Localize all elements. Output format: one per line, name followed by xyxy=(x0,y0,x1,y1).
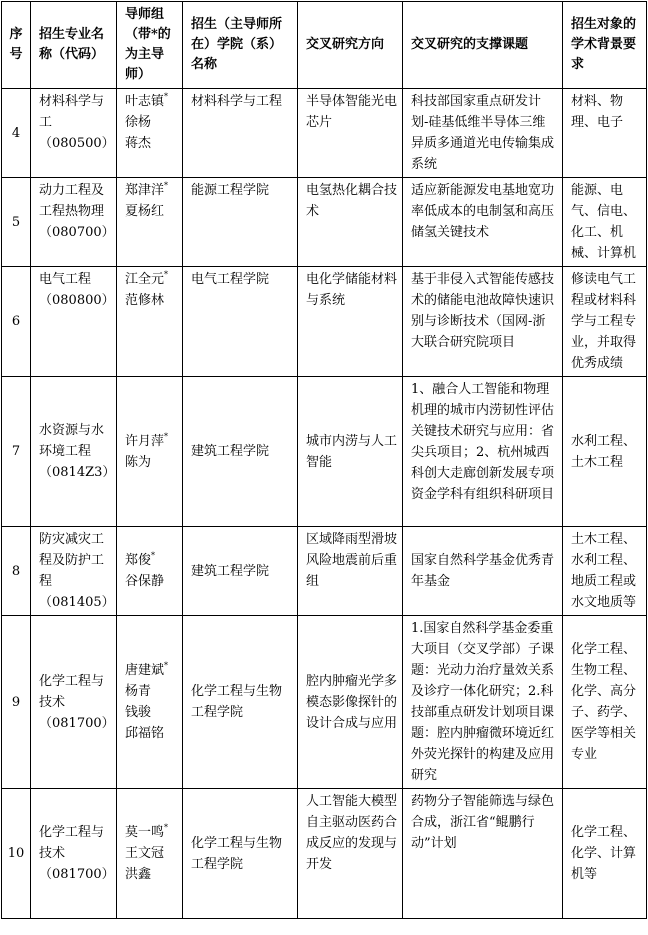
advisors-cell xyxy=(117,789,183,919)
major-code: （0814Z3） xyxy=(39,465,116,480)
project-cell: 1、融合人工智能和物理机理的城市内涝韧性评估关键技术研究与应用：省尖兵项目；2、杭州城西科创大走廊创新发展专项资金学科有组织科研项目 xyxy=(403,377,563,527)
school-cell: 化学工程与生物工程学院 xyxy=(183,789,298,919)
major-name: 水资源与水环境工程 xyxy=(39,423,105,459)
header-background: 招生对象的学术背景要求 xyxy=(563,2,647,89)
lead-mark: * xyxy=(164,92,169,101)
row-index: 5 xyxy=(2,178,31,267)
direction-cell: 区域降雨型滑坡风险地震前后重组 xyxy=(298,527,403,616)
school-cell: 材料科学与工程 xyxy=(183,89,298,178)
table-row xyxy=(2,178,647,267)
background-cell: 水利工程、土木工程 xyxy=(563,377,647,527)
major-cell xyxy=(31,377,117,527)
table-row xyxy=(2,789,647,919)
lead-advisor: 郑津洋 xyxy=(125,183,165,198)
major-name: 化学工程与技术 xyxy=(39,825,105,861)
lead-advisor: 江全元 xyxy=(125,272,165,287)
lead-mark: * xyxy=(164,823,169,832)
major-code: （081700） xyxy=(39,715,115,731)
table-row xyxy=(2,267,647,377)
school-cell: 建筑工程学院 xyxy=(183,527,298,616)
lead-advisor: 唐建斌 xyxy=(125,663,165,678)
major-cell xyxy=(31,616,117,789)
table-row xyxy=(2,616,647,789)
project-cell: 科技部国家重点研发计划-硅基低维半导体三维异质多通道光电传输集成系统 xyxy=(403,89,563,178)
advisors-cell xyxy=(117,178,183,267)
lead-advisor: 叶志镇 xyxy=(125,94,165,109)
major-name: 动力工程及工程热物理 xyxy=(39,183,105,219)
advisors-cell xyxy=(117,616,183,789)
lead-mark: * xyxy=(164,270,169,279)
row-index: 9 xyxy=(2,616,31,789)
other-advisors: 夏杨红 xyxy=(125,204,165,219)
table-row xyxy=(2,527,647,616)
lead-mark: * xyxy=(151,551,156,560)
direction-cell: 城市内涝与人工智能 xyxy=(298,377,403,527)
direction-cell: 腔内肿瘤光学多模态影像探针的设计合成与应用 xyxy=(298,616,403,789)
background-cell: 材料、物理、电子 xyxy=(563,89,647,178)
project-cell: 1.国家自然科学基金委重大项目（交叉学部）子课题：光动力治疗量效关系及诊疗一体化研究；2.科技部重点研发计划项目课题：腔内肿瘤微环境近红外荧光探针的构建及应用研究 xyxy=(403,616,563,789)
direction-cell: 电氢热化耦合技术 xyxy=(298,178,403,267)
lead-advisor: 莫一鸣 xyxy=(125,825,165,840)
recruitment-table xyxy=(1,1,647,919)
header-school: 招生（主导师所在）学院（系）名称 xyxy=(183,2,298,89)
major-cell xyxy=(31,178,117,267)
table-header-row xyxy=(2,2,647,89)
major-name: 电气工程 xyxy=(39,272,92,287)
major-name: 材料科学与工 xyxy=(39,94,105,130)
other-advisors: 王文冠 洪鑫 xyxy=(125,846,165,882)
background-cell: 化学工程、化学、计算机等 xyxy=(563,789,647,919)
major-cell xyxy=(31,789,117,919)
major-cell xyxy=(31,89,117,178)
major-code: （080500） xyxy=(39,136,115,151)
school-cell: 能源工程学院 xyxy=(183,178,298,267)
direction-cell: 电化学储能材料与系统 xyxy=(298,267,403,377)
major-name: 防灾减灾工程及防护工程 xyxy=(39,532,105,589)
row-index: 8 xyxy=(2,527,31,616)
major-name: 化学工程与技术 xyxy=(39,673,105,710)
major-code: （081405） xyxy=(39,595,115,610)
advisors-cell xyxy=(117,267,183,377)
other-advisors: 谷保静 xyxy=(125,574,165,589)
row-index: 6 xyxy=(2,267,31,377)
lead-advisor: 许月萍 xyxy=(125,433,165,449)
direction-cell: 人工智能大模型自主驱动医药合成反应的发现与开发 xyxy=(298,789,403,919)
table-row xyxy=(2,377,647,527)
major-code: （080700） xyxy=(39,225,115,240)
major-code: （080800） xyxy=(39,293,115,308)
project-cell: 基于非侵入式智能传感技术的储能电池故障快速识别与诊断技术（国网-浙大联合研究院项目 xyxy=(403,267,563,377)
background-cell: 化学工程、生物工程、化学、高分子、药学、医学等相关专业 xyxy=(563,616,647,789)
header-project: 交叉研究的支撑课题 xyxy=(403,2,563,89)
major-cell xyxy=(31,267,117,377)
major-code: （081700） xyxy=(39,867,115,882)
lead-advisor: 郑俊 xyxy=(125,553,152,568)
background-cell: 土木工程、水利工程、地质工程或水文地质等 xyxy=(563,527,647,616)
row-index: 4 xyxy=(2,89,31,178)
header-advisors: 导师组（带*的为主导师） xyxy=(117,2,183,89)
header-direction: 交叉研究方向 xyxy=(298,2,403,89)
row-index: 10 xyxy=(2,789,31,919)
school-cell: 电气工程学院 xyxy=(183,267,298,377)
table-row xyxy=(2,89,647,178)
other-advisors: 杨青 钱骏 邱福铭 xyxy=(125,684,165,741)
advisors-cell xyxy=(117,377,183,527)
school-cell: 化学工程与生物工程学院 xyxy=(183,616,298,789)
header-major: 招生专业名称（代码） xyxy=(31,2,117,89)
project-cell: 药物分子智能筛选与绿色合成，浙江省“鲲鹏行动”计划 xyxy=(403,789,563,919)
lead-mark: * xyxy=(164,661,169,670)
other-advisors: 徐杨 蒋杰 xyxy=(125,115,152,151)
lead-mark: * xyxy=(164,181,169,190)
header-index: 序号 xyxy=(2,2,31,89)
background-cell: 能源、电气、信电、化工、机械、计算机 xyxy=(563,178,647,267)
row-index: 7 xyxy=(2,377,31,527)
school-cell: 建筑工程学院 xyxy=(183,377,298,527)
other-advisors: 陈为 xyxy=(125,454,152,470)
lead-mark: * xyxy=(164,431,169,441)
project-cell: 国家自然科学基金优秀青年基金 xyxy=(403,527,563,616)
project-cell: 适应新能源发电基地宽功率低成本的电制氢和高压储氢关键技术 xyxy=(403,178,563,267)
direction-cell: 半导体智能光电芯片 xyxy=(298,89,403,178)
advisors-cell xyxy=(117,89,183,178)
background-cell: 修读电气工程或材料科学与工程专业，并取得优秀成绩 xyxy=(563,267,647,377)
major-cell xyxy=(31,527,117,616)
advisors-cell xyxy=(117,527,183,616)
other-advisors: 范修林 xyxy=(125,293,165,308)
